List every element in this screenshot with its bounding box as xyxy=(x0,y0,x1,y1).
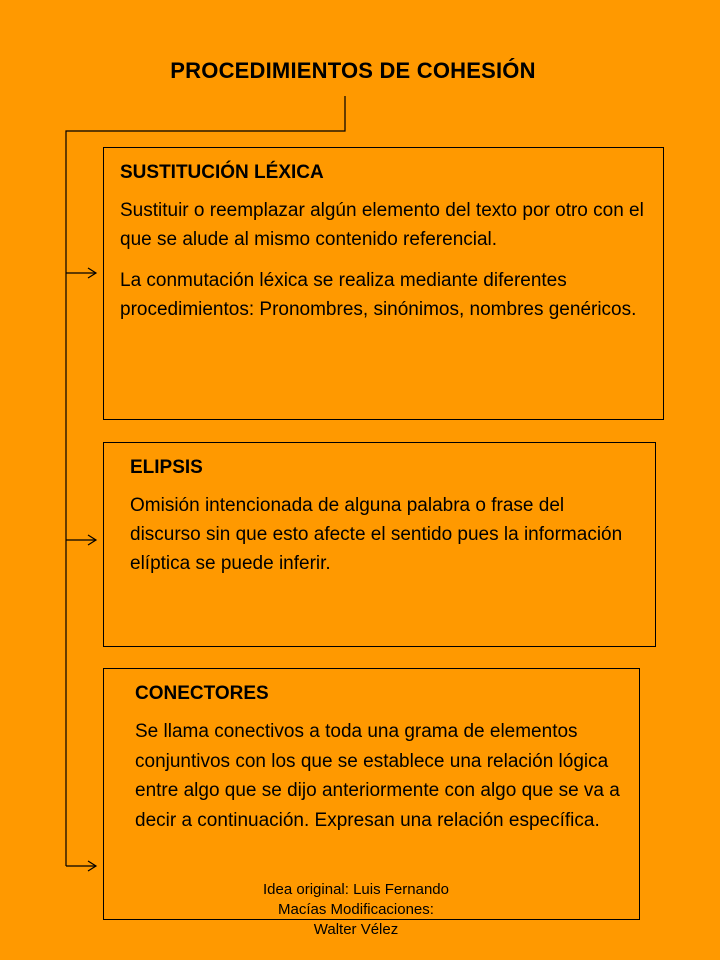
box-paragraph: La conmutación léxica se realiza mediante diferentes procedimientos: Pronombres, sinónimos, nombres genéricos. xyxy=(120,270,637,320)
diagram-title: PROCEDIMIENTOS DE COHESIÓN xyxy=(170,58,536,83)
box-paragraph: Omisión intencionada de alguna palabra o frase del discurso sin que esto afecte el sentido pues la información elíptica se puede inferir. xyxy=(130,495,623,574)
box-paragraph: Sustituir o reemplazar algún elemento del texto por otro con el que se alude al mismo contenido referencial. xyxy=(120,200,644,250)
box-paragraph: Se llama conectivos a toda una grama de elementos conjuntivos con los que se establece una relación lógica entre algo que se dijo anteriormente con algo que se va a decir a continuación. Expresan una relación específica. xyxy=(135,721,620,831)
box-heading: CONECTORES xyxy=(135,683,269,704)
box-heading: SUSTITUCIÓN LÉXICA xyxy=(120,162,324,183)
box-sustitucion-lexica xyxy=(103,147,664,420)
credit-note: Idea original: Luis Fernando Macías Modificaciones: Walter Vélez xyxy=(263,881,449,938)
box-heading: ELIPSIS xyxy=(130,457,203,478)
box-elipsis xyxy=(103,442,656,647)
